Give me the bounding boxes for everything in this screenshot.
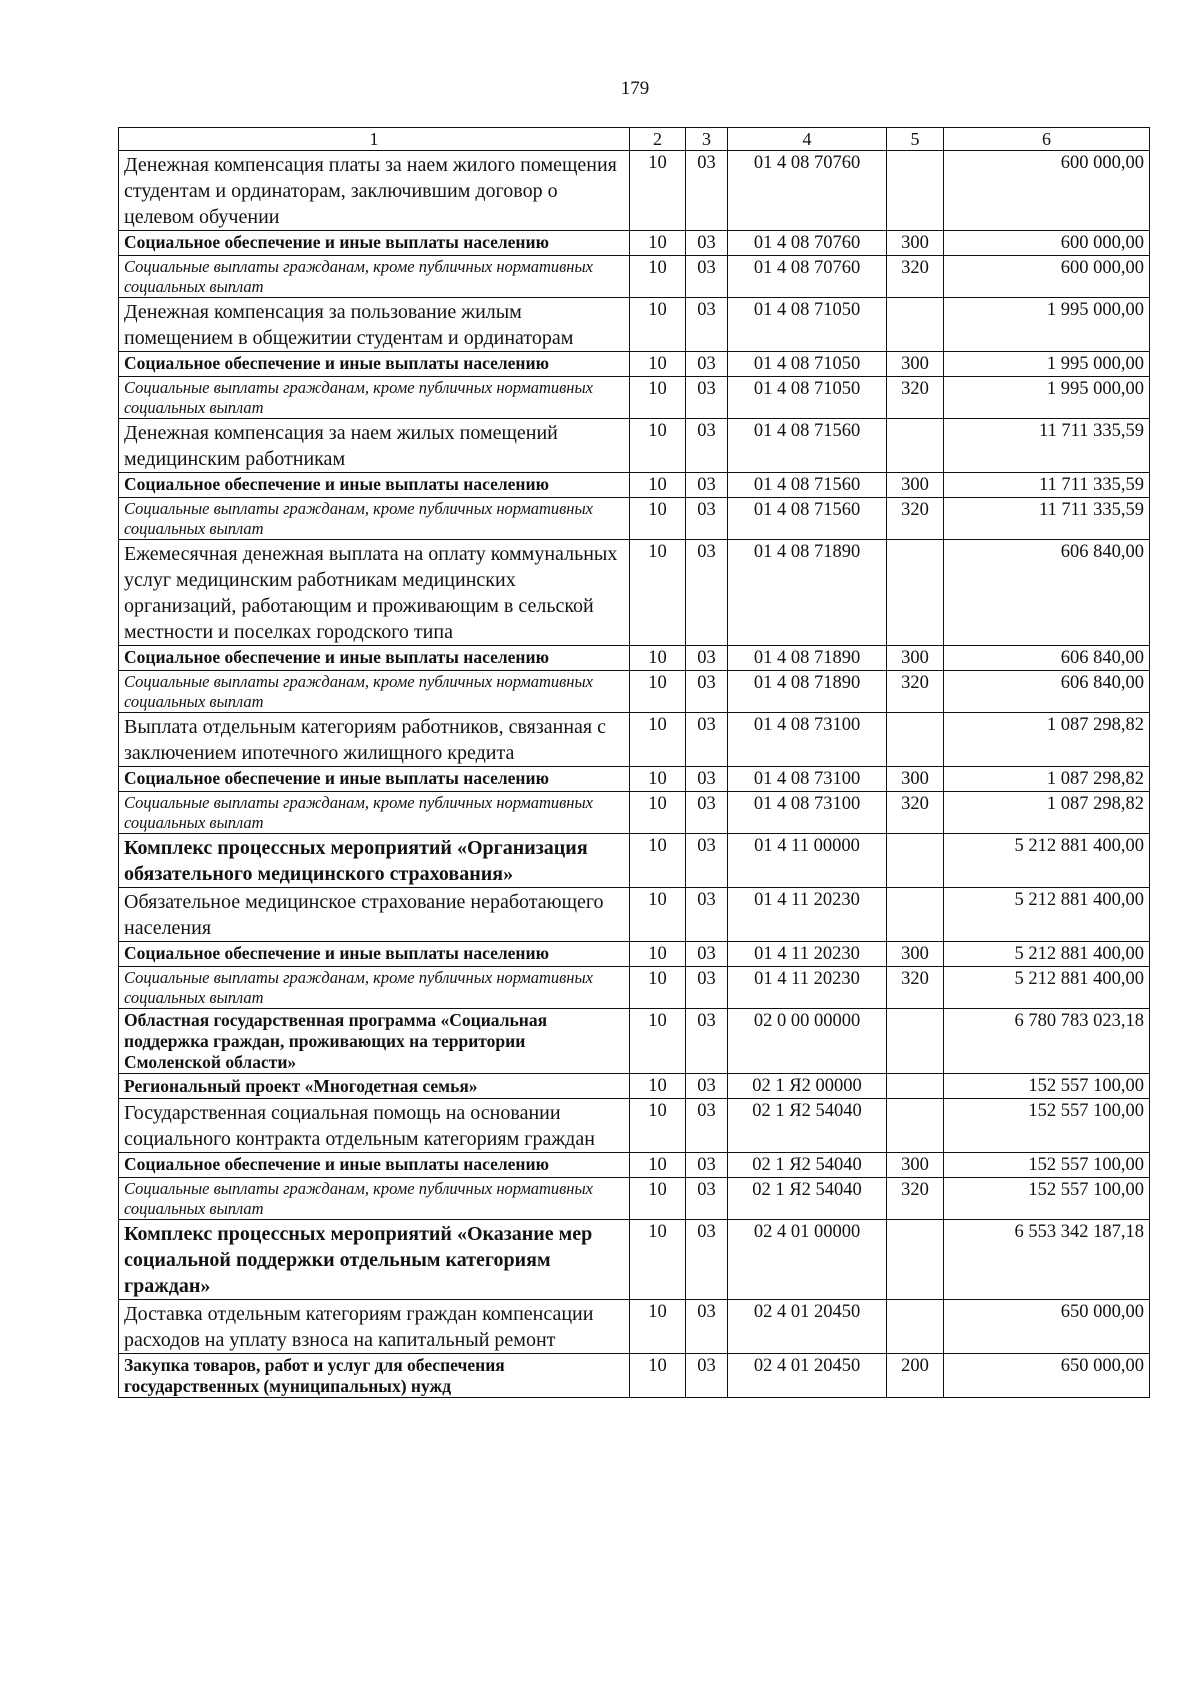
row-amount: 600 000,00: [944, 256, 1150, 298]
row-subsection: 03: [686, 1220, 728, 1300]
table-row: [119, 498, 1150, 540]
row-amount: 5 212 881 400,00: [944, 967, 1150, 1009]
header-row: [119, 128, 1150, 151]
row-name: Социальные выплаты гражданам, кроме публичных нормативных социальных выплат: [119, 671, 630, 713]
row-amount: 5 212 881 400,00: [944, 888, 1150, 942]
row-target-code: 01 4 08 71560: [728, 419, 887, 473]
row-subsection: 03: [686, 888, 728, 942]
row-subsection: 03: [686, 540, 728, 646]
row-section: 10: [630, 713, 686, 767]
row-section: 10: [630, 792, 686, 834]
row-amount: 152 557 100,00: [944, 1153, 1150, 1178]
table-row: [119, 1178, 1150, 1220]
row-target-code: 02 1 Я2 54040: [728, 1178, 887, 1220]
row-subsection: 03: [686, 231, 728, 256]
table-row: [119, 419, 1150, 473]
header-col-1: 1: [119, 128, 630, 151]
row-subsection: 03: [686, 671, 728, 713]
row-target-code: 01 4 08 73100: [728, 792, 887, 834]
header-col-3: 3: [686, 128, 728, 151]
row-section: 10: [630, 1074, 686, 1099]
row-section: 10: [630, 352, 686, 377]
table-row: [119, 834, 1150, 888]
row-section: 10: [630, 1009, 686, 1074]
row-amount: 606 840,00: [944, 540, 1150, 646]
row-amount: 1 087 298,82: [944, 767, 1150, 792]
row-amount: 152 557 100,00: [944, 1178, 1150, 1220]
row-section: 10: [630, 942, 686, 967]
row-expense-type: [887, 151, 944, 231]
row-section: 10: [630, 646, 686, 671]
row-amount: 11 711 335,59: [944, 473, 1150, 498]
table-row: [119, 256, 1150, 298]
table-row: [119, 352, 1150, 377]
row-name: Социальные выплаты гражданам, кроме публичных нормативных социальных выплат: [119, 967, 630, 1009]
row-expense-type: 320: [887, 377, 944, 419]
row-target-code: 02 1 Я2 54040: [728, 1153, 887, 1178]
row-target-code: 01 4 08 70760: [728, 231, 887, 256]
row-target-code: 01 4 08 73100: [728, 767, 887, 792]
table-row: [119, 713, 1150, 767]
row-target-code: 01 4 11 00000: [728, 834, 887, 888]
row-section: 10: [630, 834, 686, 888]
row-name: Социальное обеспечение и иные выплаты населению: [119, 1153, 630, 1178]
row-subsection: 03: [686, 942, 728, 967]
table-row: [119, 151, 1150, 231]
table-row: [119, 1300, 1150, 1354]
row-target-code: 01 4 08 71050: [728, 298, 887, 352]
table-row: [119, 1354, 1150, 1398]
row-amount: 650 000,00: [944, 1300, 1150, 1354]
row-name: Доставка отдельным категориям граждан компенсации расходов на уплату взноса на капитальный ремонт: [119, 1300, 630, 1354]
row-name: Социальное обеспечение и иные выплаты населению: [119, 352, 630, 377]
row-name: Государственная социальная помощь на основании социального контракта отдельным категориям граждан: [119, 1099, 630, 1153]
row-target-code: 01 4 11 20230: [728, 888, 887, 942]
table-row: [119, 888, 1150, 942]
row-name: Комплекс процессных мероприятий «Оказание мер социальной поддержки отдельным категориям граждан»: [119, 1220, 630, 1300]
row-expense-type: 300: [887, 942, 944, 967]
row-subsection: 03: [686, 646, 728, 671]
row-target-code: 01 4 08 71560: [728, 498, 887, 540]
row-expense-type: 320: [887, 256, 944, 298]
row-amount: 6 780 783 023,18: [944, 1009, 1150, 1074]
row-expense-type: 300: [887, 1153, 944, 1178]
row-target-code: 02 4 01 00000: [728, 1220, 887, 1300]
table-row: [119, 473, 1150, 498]
row-amount: 6 553 342 187,18: [944, 1220, 1150, 1300]
row-name: Областная государственная программа «Социальная поддержка граждан, проживающих на территории Смоленской области»: [119, 1009, 630, 1074]
row-target-code: 02 4 01 20450: [728, 1354, 887, 1398]
budget-table: [118, 127, 1150, 1398]
table-row: [119, 377, 1150, 419]
row-target-code: 01 4 08 70760: [728, 151, 887, 231]
row-section: 10: [630, 419, 686, 473]
row-name: Социальное обеспечение и иные выплаты населению: [119, 942, 630, 967]
row-expense-type: [887, 1300, 944, 1354]
row-section: 10: [630, 1220, 686, 1300]
row-section: 10: [630, 888, 686, 942]
row-expense-type: 300: [887, 767, 944, 792]
row-expense-type: 320: [887, 1178, 944, 1220]
table-row: [119, 540, 1150, 646]
row-expense-type: 320: [887, 498, 944, 540]
row-section: 10: [630, 967, 686, 1009]
row-expense-type: 300: [887, 231, 944, 256]
row-section: 10: [630, 231, 686, 256]
table-row: [119, 967, 1150, 1009]
row-section: 10: [630, 498, 686, 540]
row-subsection: 03: [686, 1178, 728, 1220]
table-row: [119, 1009, 1150, 1074]
row-subsection: 03: [686, 256, 728, 298]
row-section: 10: [630, 1099, 686, 1153]
row-subsection: 03: [686, 713, 728, 767]
row-name: Социальное обеспечение и иные выплаты населению: [119, 767, 630, 792]
row-amount: 1 995 000,00: [944, 377, 1150, 419]
row-expense-type: 320: [887, 792, 944, 834]
row-section: 10: [630, 1300, 686, 1354]
row-subsection: 03: [686, 1099, 728, 1153]
row-amount: 606 840,00: [944, 646, 1150, 671]
row-section: 10: [630, 256, 686, 298]
table-row: [119, 1074, 1150, 1099]
row-section: 10: [630, 377, 686, 419]
row-section: 10: [630, 151, 686, 231]
row-expense-type: [887, 1009, 944, 1074]
row-amount: 152 557 100,00: [944, 1099, 1150, 1153]
row-section: 10: [630, 767, 686, 792]
row-target-code: 01 4 11 20230: [728, 942, 887, 967]
row-expense-type: 300: [887, 646, 944, 671]
row-subsection: 03: [686, 792, 728, 834]
row-name: Денежная компенсация за пользование жилым помещением в общежитии студентам и ординаторам: [119, 298, 630, 352]
row-target-code: 01 4 08 71890: [728, 646, 887, 671]
row-amount: 600 000,00: [944, 231, 1150, 256]
row-name: Социальные выплаты гражданам, кроме публичных нормативных социальных выплат: [119, 792, 630, 834]
row-expense-type: [887, 1220, 944, 1300]
row-amount: 600 000,00: [944, 151, 1150, 231]
row-name: Региональный проект «Многодетная семья»: [119, 1074, 630, 1099]
row-section: 10: [630, 1354, 686, 1398]
header-col-5: 5: [887, 128, 944, 151]
row-subsection: 03: [686, 377, 728, 419]
row-target-code: 02 1 Я2 54040: [728, 1099, 887, 1153]
row-expense-type: [887, 1074, 944, 1099]
table-row: [119, 1153, 1150, 1178]
row-subsection: 03: [686, 473, 728, 498]
row-subsection: 03: [686, 1153, 728, 1178]
row-amount: 1 995 000,00: [944, 298, 1150, 352]
table-row: [119, 646, 1150, 671]
table-row: [119, 792, 1150, 834]
row-name: Выплата отдельным категориям работников, связанная с заключением ипотечного жилищного кредита: [119, 713, 630, 767]
row-expense-type: 200: [887, 1354, 944, 1398]
header-col-2: 2: [630, 128, 686, 151]
row-expense-type: [887, 713, 944, 767]
header-col-6: 6: [944, 128, 1150, 151]
row-name: Социальные выплаты гражданам, кроме публичных нормативных социальных выплат: [119, 498, 630, 540]
row-amount: 5 212 881 400,00: [944, 942, 1150, 967]
row-section: 10: [630, 1153, 686, 1178]
row-subsection: 03: [686, 352, 728, 377]
row-expense-type: [887, 888, 944, 942]
row-subsection: 03: [686, 498, 728, 540]
row-subsection: 03: [686, 298, 728, 352]
table-row: [119, 1220, 1150, 1300]
row-subsection: 03: [686, 767, 728, 792]
row-subsection: 03: [686, 151, 728, 231]
row-target-code: 01 4 08 73100: [728, 713, 887, 767]
row-amount: 5 212 881 400,00: [944, 834, 1150, 888]
row-section: 10: [630, 671, 686, 713]
row-subsection: 03: [686, 1300, 728, 1354]
row-name: Ежемесячная денежная выплата на оплату коммунальных услуг медицинским работникам медицинских организаций, работающим и проживающим в сельской местности и поселках городского типа: [119, 540, 630, 646]
row-amount: 1 995 000,00: [944, 352, 1150, 377]
row-name: Комплекс процессных мероприятий «Организация обязательного медицинского страхования»: [119, 834, 630, 888]
row-expense-type: [887, 298, 944, 352]
table-row: [119, 1099, 1150, 1153]
row-target-code: 02 1 Я2 00000: [728, 1074, 887, 1099]
page-number: 179: [620, 78, 650, 99]
row-target-code: 01 4 08 71050: [728, 352, 887, 377]
row-expense-type: 320: [887, 671, 944, 713]
row-target-code: 01 4 11 20230: [728, 967, 887, 1009]
row-expense-type: 300: [887, 473, 944, 498]
row-expense-type: 300: [887, 352, 944, 377]
row-amount: 650 000,00: [944, 1354, 1150, 1398]
row-subsection: 03: [686, 1009, 728, 1074]
row-target-code: 01 4 08 71560: [728, 473, 887, 498]
row-target-code: 01 4 08 71890: [728, 671, 887, 713]
table-row: [119, 942, 1150, 967]
row-amount: 1 087 298,82: [944, 792, 1150, 834]
row-section: 10: [630, 473, 686, 498]
row-name: Социальные выплаты гражданам, кроме публичных нормативных социальных выплат: [119, 1178, 630, 1220]
row-expense-type: 320: [887, 967, 944, 1009]
row-name: Социальное обеспечение и иные выплаты населению: [119, 646, 630, 671]
row-target-code: 01 4 08 71890: [728, 540, 887, 646]
row-name: Социальные выплаты гражданам, кроме публичных нормативных социальных выплат: [119, 377, 630, 419]
row-expense-type: [887, 540, 944, 646]
row-subsection: 03: [686, 834, 728, 888]
row-amount: 11 711 335,59: [944, 498, 1150, 540]
row-name: Социальное обеспечение и иные выплаты населению: [119, 231, 630, 256]
row-name: Денежная компенсация платы за наем жилого помещения студентам и ординаторам, заключившим договор о целевом обучении: [119, 151, 630, 231]
row-name: Обязательное медицинское страхование неработающего населения: [119, 888, 630, 942]
row-name: Социальные выплаты гражданам, кроме публичных нормативных социальных выплат: [119, 256, 630, 298]
row-name: Социальное обеспечение и иные выплаты населению: [119, 473, 630, 498]
row-section: 10: [630, 1178, 686, 1220]
row-target-code: 01 4 08 71050: [728, 377, 887, 419]
row-subsection: 03: [686, 1354, 728, 1398]
row-amount: 152 557 100,00: [944, 1074, 1150, 1099]
header-col-4: 4: [728, 128, 887, 151]
row-amount: 1 087 298,82: [944, 713, 1150, 767]
row-subsection: 03: [686, 1074, 728, 1099]
table-row: [119, 298, 1150, 352]
row-amount: 606 840,00: [944, 671, 1150, 713]
row-section: 10: [630, 298, 686, 352]
row-target-code: 02 0 00 00000: [728, 1009, 887, 1074]
table-row: [119, 231, 1150, 256]
table-row: [119, 767, 1150, 792]
row-name: Закупка товаров, работ и услуг для обеспечения государственных (муниципальных) нужд: [119, 1354, 630, 1398]
row-subsection: 03: [686, 419, 728, 473]
row-expense-type: [887, 1099, 944, 1153]
row-name: Денежная компенсация за наем жилых помещений медицинским работникам: [119, 419, 630, 473]
row-target-code: 01 4 08 70760: [728, 256, 887, 298]
row-target-code: 02 4 01 20450: [728, 1300, 887, 1354]
row-amount: 11 711 335,59: [944, 419, 1150, 473]
row-section: 10: [630, 540, 686, 646]
row-expense-type: [887, 419, 944, 473]
row-subsection: 03: [686, 967, 728, 1009]
row-expense-type: [887, 834, 944, 888]
table-row: [119, 671, 1150, 713]
